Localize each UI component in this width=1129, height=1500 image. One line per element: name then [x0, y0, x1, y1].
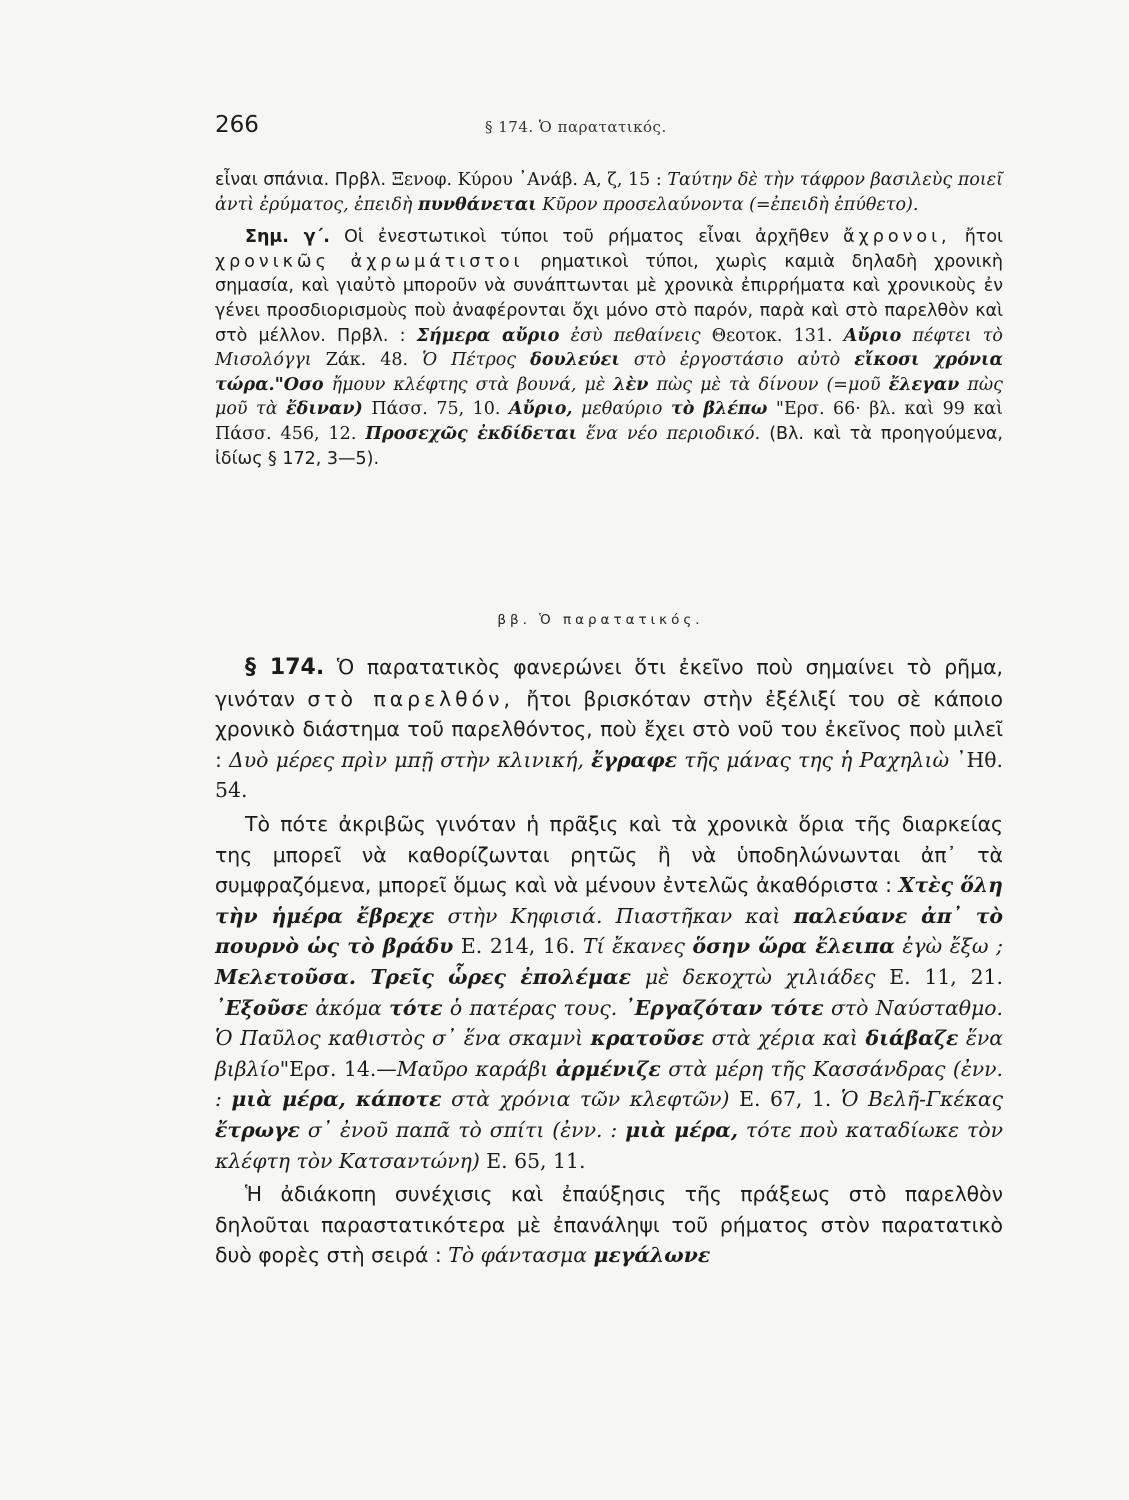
- example-text: Μαῦρο καράβι: [396, 1056, 549, 1081]
- spaced-term: χρονικῶς ἀχρωμάτιστοι: [215, 251, 524, 272]
- paragraph: [215, 809, 1003, 1176]
- citation: Ξενοφ. Κύρου ᾿Ανάβ. Α, ζ, 15 :: [391, 170, 662, 190]
- note-label: Σημ. γ΄.: [245, 227, 330, 248]
- example-text: Κῦρον προσελαύνοντα (=ἐπειδὴ ἐπύθετο).: [542, 194, 919, 215]
- main-text: [215, 652, 1003, 1271]
- example-text: ἐγὼ ἔξω ;: [902, 934, 1003, 959]
- example-text: τῆς μάνας της ἡ Ραχηλιὼ: [684, 747, 950, 772]
- emphasized-word: Αὔριο: [843, 325, 902, 346]
- example-text: σ᾿ ἐνοῦ παπᾶ τὸ σπίτι (ἐνν. :: [307, 1117, 618, 1142]
- spaced-term: στὸ παρελθόν,: [307, 686, 515, 711]
- example-text: πὼς μὲ τὰ δίνουν (=μοῦ: [656, 374, 881, 395]
- emphasized-word: Αὔριο,: [508, 399, 573, 420]
- paragraph-continuation: [215, 168, 1003, 217]
- text-run: εἶναι σπάνια. Πρβλ.: [215, 170, 387, 190]
- notes-block: [215, 168, 1003, 471]
- emphasized-phrase: εἴκοσι χρόνια τώρα.: [215, 350, 1003, 395]
- example-text: Τὸ φάντασμα: [448, 1243, 588, 1268]
- example-text: ἐσὺ πεθαίνεις: [570, 325, 701, 346]
- emphasized-verb: ᾿Εξοῦσε: [215, 995, 308, 1020]
- text-run: Τὸ πότε ἀκριβῶς γινόταν ἡ πρᾶξις καὶ τὰ χρονικὰ ὅρια τῆς διαρκείας της μπορεῖ νὰ καθορίζωνται ρητῶς ἢ νὰ ὑποδηλώνωνται ἀπ᾿ τὰ συμφραζόμενα, μπορεῖ ὅμως καὶ νὰ μένουν ἐντελῶς ἀκαθόριστα :: [215, 811, 1003, 898]
- text-run: Οἱ ἐνεστωτικοὶ τύποι τοῦ ρήματος εἶναι ἀρχῆθεν: [344, 227, 829, 248]
- emphasized-verb: πυνθάνεται: [417, 194, 537, 215]
- example-text: ἕνα βιβλίο: [215, 1026, 1004, 1081]
- emphasized-verb: ἔδιναν): [286, 399, 363, 420]
- emphasized-phrase: τὸ βλέπω: [670, 399, 768, 420]
- text-run: Ὁ παρατατικὸς φανερώνει ὅτι ἐκεῖνο ποὺ σημαίνει τὸ ρῆμα, γινόταν: [215, 655, 1003, 711]
- emphasized-verb: ἔλεγαν: [888, 374, 960, 395]
- citation: Ζάκ. 48.: [325, 350, 409, 371]
- example-text: Ὁ Βελῆ-Γκέκας: [840, 1087, 1004, 1112]
- emphasized-phrase: ὅσην ὥρα ἔλειπα: [692, 934, 895, 959]
- citation: "Ερσ. 14.—: [279, 1056, 397, 1081]
- emphasized-verb: ἔτρωγε: [215, 1117, 300, 1142]
- example-text: μεθαύριο: [581, 399, 663, 420]
- emphasized-phrase: μιὰ μέρα, κάποτε: [231, 1087, 442, 1112]
- example-text: ἕνα νέο περιοδικό.: [586, 423, 761, 444]
- note-paragraph: [215, 225, 1003, 471]
- emphasized-phrase: παλεύανε ἀπ᾿ τὸ πουρνὸ ὡς τὸ βράδυ: [215, 903, 1004, 959]
- example-text: ἤμουν κλέφτης στὰ βουνά, μὲ: [331, 374, 606, 395]
- citation: Θεοτοκ. 131.: [711, 325, 833, 346]
- example-text: τότε ποὺ καταδίωκε τὸν κλέφτη τὸν Κατσαντώνη): [215, 1117, 1003, 1173]
- example-text: μὲ δεκοχτὼ χιλιάδες: [644, 964, 876, 989]
- citation: Ε. 11, 21.: [889, 964, 1004, 989]
- citation: ᾿Ηθ. 54.: [215, 747, 1004, 803]
- emphasized-verb: διάβαζε: [865, 1026, 959, 1051]
- example-text: πέφτει τὸ Μισολόγγι: [215, 325, 1003, 371]
- example-text: Ταύτην δὲ τὴν τάφρον βασιλεὺς ποιεῖ ἀντὶ ἐρύματος, ἐπειδὴ: [215, 170, 1003, 215]
- emphasized-phrase: μιὰ μέρα,: [625, 1117, 738, 1142]
- citation: Ε. 65, 11.: [486, 1148, 586, 1173]
- example-text: στὴν Κηφισιά. Πιαστῆκαν καὶ: [447, 903, 781, 928]
- emphasized-word: τότε: [389, 995, 443, 1020]
- citation: Πάσσ. 75, 10.: [371, 399, 501, 420]
- example-text: ἀκόμα: [315, 995, 382, 1020]
- emphasized-verb: κρατοῦσε: [590, 1026, 705, 1051]
- example-text: στὰ χρόνια τῶν κλεφτῶν): [451, 1087, 730, 1112]
- example-text: στὰ χέρια καὶ: [711, 1026, 858, 1051]
- example-text: στὸ ἐργοστάσιο αὐτὸ: [633, 350, 841, 371]
- example-text: στὰ μέρη τῆς Κασσάνδρας (ἐνν. :: [215, 1056, 1004, 1112]
- emphasized-phrase: ᾿Εργαζόταν τότε: [624, 995, 824, 1020]
- example-text: πὼς μοῦ τὰ: [215, 374, 1003, 420]
- emphasized-verb: μεγάλωνε: [593, 1243, 711, 1268]
- text-run: Ἡ ἀδιάκοπη συνέχισις καὶ ἐπαύξησις τῆς πράξεως στὸ παρελθὸν δηλοῦται παραστατικότερα μὲ ἐπανάληψι τοῦ ρήματος στὸν παρατατικὸ δυὸ φορὲς στὴ σειρά :: [215, 1182, 1003, 1268]
- paragraph: [215, 1179, 1003, 1271]
- cross-reference: (Βλ. καὶ τὰ προηγούμενα, ἰδίως § 172, 3—5).: [215, 423, 1003, 469]
- example-text: Ὁ Πέτρος: [422, 350, 517, 371]
- example-text: ὁ πατέρας τους.: [449, 995, 618, 1020]
- emphasized-verb: λὲν: [613, 374, 649, 395]
- example-text: Τί ἔκανες: [582, 934, 685, 959]
- emphasized-phrase: Προσεχῶς ἐκδίδεται: [365, 423, 578, 444]
- spaced-term: ἄχρονοι,: [843, 227, 951, 248]
- citation: Ε. 214, 16.: [460, 934, 576, 959]
- emphasized-phrase: Χτὲς ὅλη τὴν ἡμέρα ἔβρεχε: [215, 873, 1003, 928]
- example-text: στὸ Ναύσταθμο. Ὁ Παῦλος καθιστὸς σ᾿ ἕνα σκαμνὶ: [215, 995, 1003, 1051]
- section-number: § 174.: [245, 655, 325, 680]
- emphasized-verb: ἀρμένιζε: [555, 1056, 661, 1081]
- citation: "Ερσ. 66· βλ. καὶ 99 καὶ Πάσσ. 456, 12.: [215, 399, 1003, 444]
- emphasized-phrase: Μελετοῦσα. Τρεῖς ὧρες ἐπολέμαε: [215, 964, 632, 989]
- emphasized-verb: ἔγραφε: [591, 747, 678, 772]
- citation: Ε. 67, 1.: [739, 1087, 832, 1112]
- section-heading: ββ. Ὁ παρατατικός.: [497, 612, 704, 628]
- text-run: ἤτοι βρισκόταν στὴν ἐξέλιξί του σὲ κάποιο χρονικὸ διάστημα τοῦ παρελθόντος, ποὺ ἔχει στὸ νοῦ του ἐκεῖνος ποὺ μιλεῖ :: [215, 686, 1004, 772]
- emphasized-word: "Οσο: [274, 374, 324, 395]
- text-run: ρηματικοὶ τύποι, χωρὶς καμιὰ δηλαδὴ χρονικὴ σημασία, καὶ γιαὐτὸ μποροῦν νὰ συνάπτωνται μὲ χρονικὰ ἐπιρρήματα καὶ χρονικοὺς ἐν γένει προσδιορισμοὺς ποὺ ἀναφέρονται ὄχι μόνο στὸ παρόν, παρὰ καὶ στὸ παρελθὸν καὶ στὸ μέλλον. Πρβλ. :: [215, 251, 1003, 346]
- text-run: ἤτοι: [964, 227, 1003, 248]
- emphasized-word: Σήμερα αὔριο: [416, 325, 560, 346]
- page-number: 266: [215, 112, 259, 138]
- example-text: Δυὸ μέρες πρὶν μπῇ στὴν κλινική,: [229, 747, 584, 772]
- section-paragraph: [215, 652, 1003, 806]
- page-header: [215, 112, 1003, 146]
- emphasized-verb: δουλεύει: [530, 350, 620, 371]
- running-title: § 174. Ὁ παρατατικός.: [485, 118, 667, 136]
